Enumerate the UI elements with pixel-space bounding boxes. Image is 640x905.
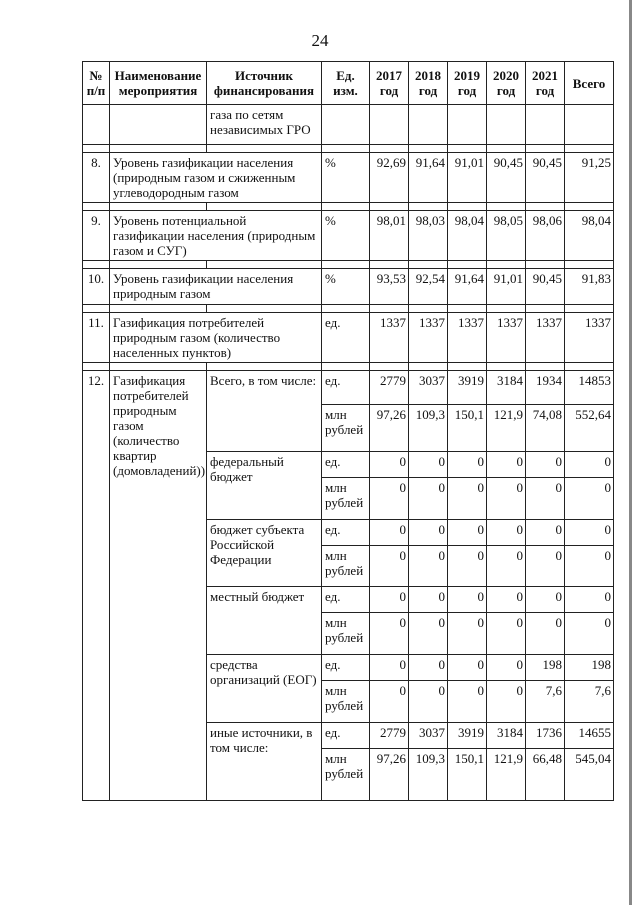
value-cell: 0	[565, 478, 614, 520]
value-cell: 150,1	[448, 405, 487, 452]
row-number: 8.	[83, 153, 110, 203]
value-cell: 7,6	[565, 681, 614, 723]
value-cell: 0	[565, 520, 614, 546]
value-cell: 0	[409, 613, 448, 655]
value-cell: 93,53	[370, 269, 409, 305]
value-cell: 3184	[487, 723, 526, 749]
unit-cell: ед.	[322, 655, 370, 681]
unit-cell: млн рублей	[322, 405, 370, 452]
value-cell: 98,03	[409, 211, 448, 261]
unit-cell: ед.	[322, 587, 370, 613]
header-name: Наименование мероприятия	[110, 62, 207, 105]
value-cell: 0	[487, 681, 526, 723]
value-cell: 3184	[487, 371, 526, 405]
value-cell: 0	[448, 587, 487, 613]
value-cell: 66,48	[526, 749, 565, 801]
unit-cell: млн рублей	[322, 546, 370, 587]
value-cell: 98,06	[526, 211, 565, 261]
value-cell: 0	[526, 613, 565, 655]
header-2018: 2018 год	[409, 62, 448, 105]
value-cell: 0	[565, 613, 614, 655]
value-cell: 0	[448, 478, 487, 520]
value-cell: 98,04	[448, 211, 487, 261]
header-row	[83, 62, 614, 105]
value-cell: 91,25	[565, 153, 614, 203]
header-total: Всего	[565, 62, 614, 105]
value-cell: 90,45	[526, 269, 565, 305]
value-cell: 0	[370, 546, 409, 587]
value-cell: 121,9	[487, 405, 526, 452]
value-cell: 91,83	[565, 269, 614, 305]
row-number: 9.	[83, 211, 110, 261]
page-number: 24	[311, 31, 329, 50]
source-cell: федеральный бюджет	[207, 452, 322, 520]
table-row	[83, 153, 614, 203]
unit-cell: ед.	[322, 371, 370, 405]
value-cell: 0	[448, 452, 487, 478]
value-cell: 0	[409, 681, 448, 723]
value-cell: 1337	[448, 313, 487, 363]
unit-cell: %	[322, 211, 370, 261]
value-cell: 150,1	[448, 749, 487, 801]
value-cell: 0	[487, 587, 526, 613]
value-cell: 0	[487, 613, 526, 655]
value-cell: 1934	[526, 371, 565, 405]
value-cell: 98,01	[370, 211, 409, 261]
table-row	[83, 313, 614, 363]
value-cell: 0	[448, 520, 487, 546]
unit-cell: %	[322, 153, 370, 203]
value-cell: 0	[370, 520, 409, 546]
activity-name: Уровень газификации населения (природным газом и сжиженным углеводородным газом	[110, 153, 322, 203]
value-cell: 0	[448, 655, 487, 681]
value-cell: 0	[409, 655, 448, 681]
source-cell: местный бюджет	[207, 587, 322, 655]
value-cell: 0	[448, 546, 487, 587]
value-cell: 1337	[565, 313, 614, 363]
unit-cell: млн рублей	[322, 613, 370, 655]
value-cell: 552,64	[565, 405, 614, 452]
header-2019: 2019 год	[448, 62, 487, 105]
activity-name: Газификация потребителей природным газом (количество квартир (домовладений))	[110, 371, 207, 801]
value-cell: 3037	[409, 723, 448, 749]
unit-cell: млн рублей	[322, 478, 370, 520]
value-cell: 545,04	[565, 749, 614, 801]
value-cell: 0	[526, 546, 565, 587]
unit-cell: ед.	[322, 723, 370, 749]
header-source: Источник финансирования	[207, 62, 322, 105]
value-cell: 91,01	[448, 153, 487, 203]
unit-cell: млн рублей	[322, 749, 370, 801]
value-cell: 2779	[370, 371, 409, 405]
unit-cell: %	[322, 269, 370, 305]
value-cell: 7,6	[526, 681, 565, 723]
header-2020: 2020 год	[487, 62, 526, 105]
activity-name: Уровень газификации населения природным газом	[110, 269, 322, 305]
table-row	[83, 105, 614, 145]
value-cell: 0	[526, 452, 565, 478]
value-cell: 0	[448, 613, 487, 655]
value-cell: 3919	[448, 723, 487, 749]
value-cell: 3037	[409, 371, 448, 405]
source-cell: газа по сетям независимых ГРО	[207, 105, 322, 145]
value-cell: 109,3	[409, 749, 448, 801]
value-cell: 0	[409, 478, 448, 520]
value-cell: 91,01	[487, 269, 526, 305]
header-num: № п/п	[83, 62, 110, 105]
row-number: 12.	[83, 371, 110, 801]
value-cell: 1337	[526, 313, 565, 363]
value-cell: 98,05	[487, 211, 526, 261]
header-2021: 2021 год	[526, 62, 565, 105]
value-cell: 0	[487, 655, 526, 681]
value-cell: 0	[487, 478, 526, 520]
value-cell: 121,9	[487, 749, 526, 801]
unit-cell: ед.	[322, 452, 370, 478]
header-2017: 2017 год	[370, 62, 409, 105]
value-cell: 198	[526, 655, 565, 681]
unit-cell: млн рублей	[322, 681, 370, 723]
activity-name: Газификация потребителей природным газом (количество населенных пунктов)	[110, 313, 322, 363]
unit-cell: ед.	[322, 313, 370, 363]
value-cell: 1337	[487, 313, 526, 363]
value-cell: 0	[565, 546, 614, 587]
value-cell: 2779	[370, 723, 409, 749]
value-cell: 198	[565, 655, 614, 681]
value-cell: 0	[370, 613, 409, 655]
value-cell: 109,3	[409, 405, 448, 452]
value-cell: 14655	[565, 723, 614, 749]
value-cell: 3919	[448, 371, 487, 405]
row-number: 10.	[83, 269, 110, 305]
page-edge	[629, 0, 632, 905]
value-cell: 0	[565, 587, 614, 613]
value-cell: 0	[526, 478, 565, 520]
value-cell: 0	[409, 520, 448, 546]
activity-name: Уровень потенциальной газификации населения (природным газом и СУГ)	[110, 211, 322, 261]
value-cell: 92,69	[370, 153, 409, 203]
source-cell: средства организаций (ЕОГ)	[207, 655, 322, 723]
value-cell: 1337	[409, 313, 448, 363]
row-number: 11.	[83, 313, 110, 363]
value-cell: 90,45	[526, 153, 565, 203]
value-cell: 0	[448, 681, 487, 723]
value-cell: 97,26	[370, 749, 409, 801]
value-cell: 97,26	[370, 405, 409, 452]
value-cell: 90,45	[487, 153, 526, 203]
value-cell: 0	[370, 587, 409, 613]
value-cell: 14853	[565, 371, 614, 405]
value-cell: 0	[526, 587, 565, 613]
table-row	[83, 211, 614, 261]
value-cell: 0	[370, 478, 409, 520]
value-cell: 1736	[526, 723, 565, 749]
value-cell: 91,64	[409, 153, 448, 203]
header-unit: Ед. изм.	[322, 62, 370, 105]
gasification-table	[82, 61, 614, 801]
value-cell: 0	[565, 452, 614, 478]
value-cell: 0	[487, 452, 526, 478]
source-cell: бюджет субъекта Российской Федерации	[207, 520, 322, 587]
value-cell: 0	[370, 655, 409, 681]
value-cell: 98,04	[565, 211, 614, 261]
value-cell: 1337	[370, 313, 409, 363]
value-cell: 91,64	[448, 269, 487, 305]
table-row	[83, 269, 614, 305]
value-cell: 0	[409, 546, 448, 587]
value-cell: 0	[409, 587, 448, 613]
value-cell: 0	[487, 520, 526, 546]
table-row	[83, 371, 614, 405]
unit-cell: ед.	[322, 520, 370, 546]
value-cell: 0	[526, 520, 565, 546]
value-cell: 0	[370, 452, 409, 478]
value-cell: 0	[370, 681, 409, 723]
value-cell: 74,08	[526, 405, 565, 452]
value-cell: 92,54	[409, 269, 448, 305]
source-cell: Всего, в том числе:	[207, 371, 322, 452]
value-cell: 0	[409, 452, 448, 478]
value-cell: 0	[487, 546, 526, 587]
source-cell: иные источники, в том числе:	[207, 723, 322, 801]
